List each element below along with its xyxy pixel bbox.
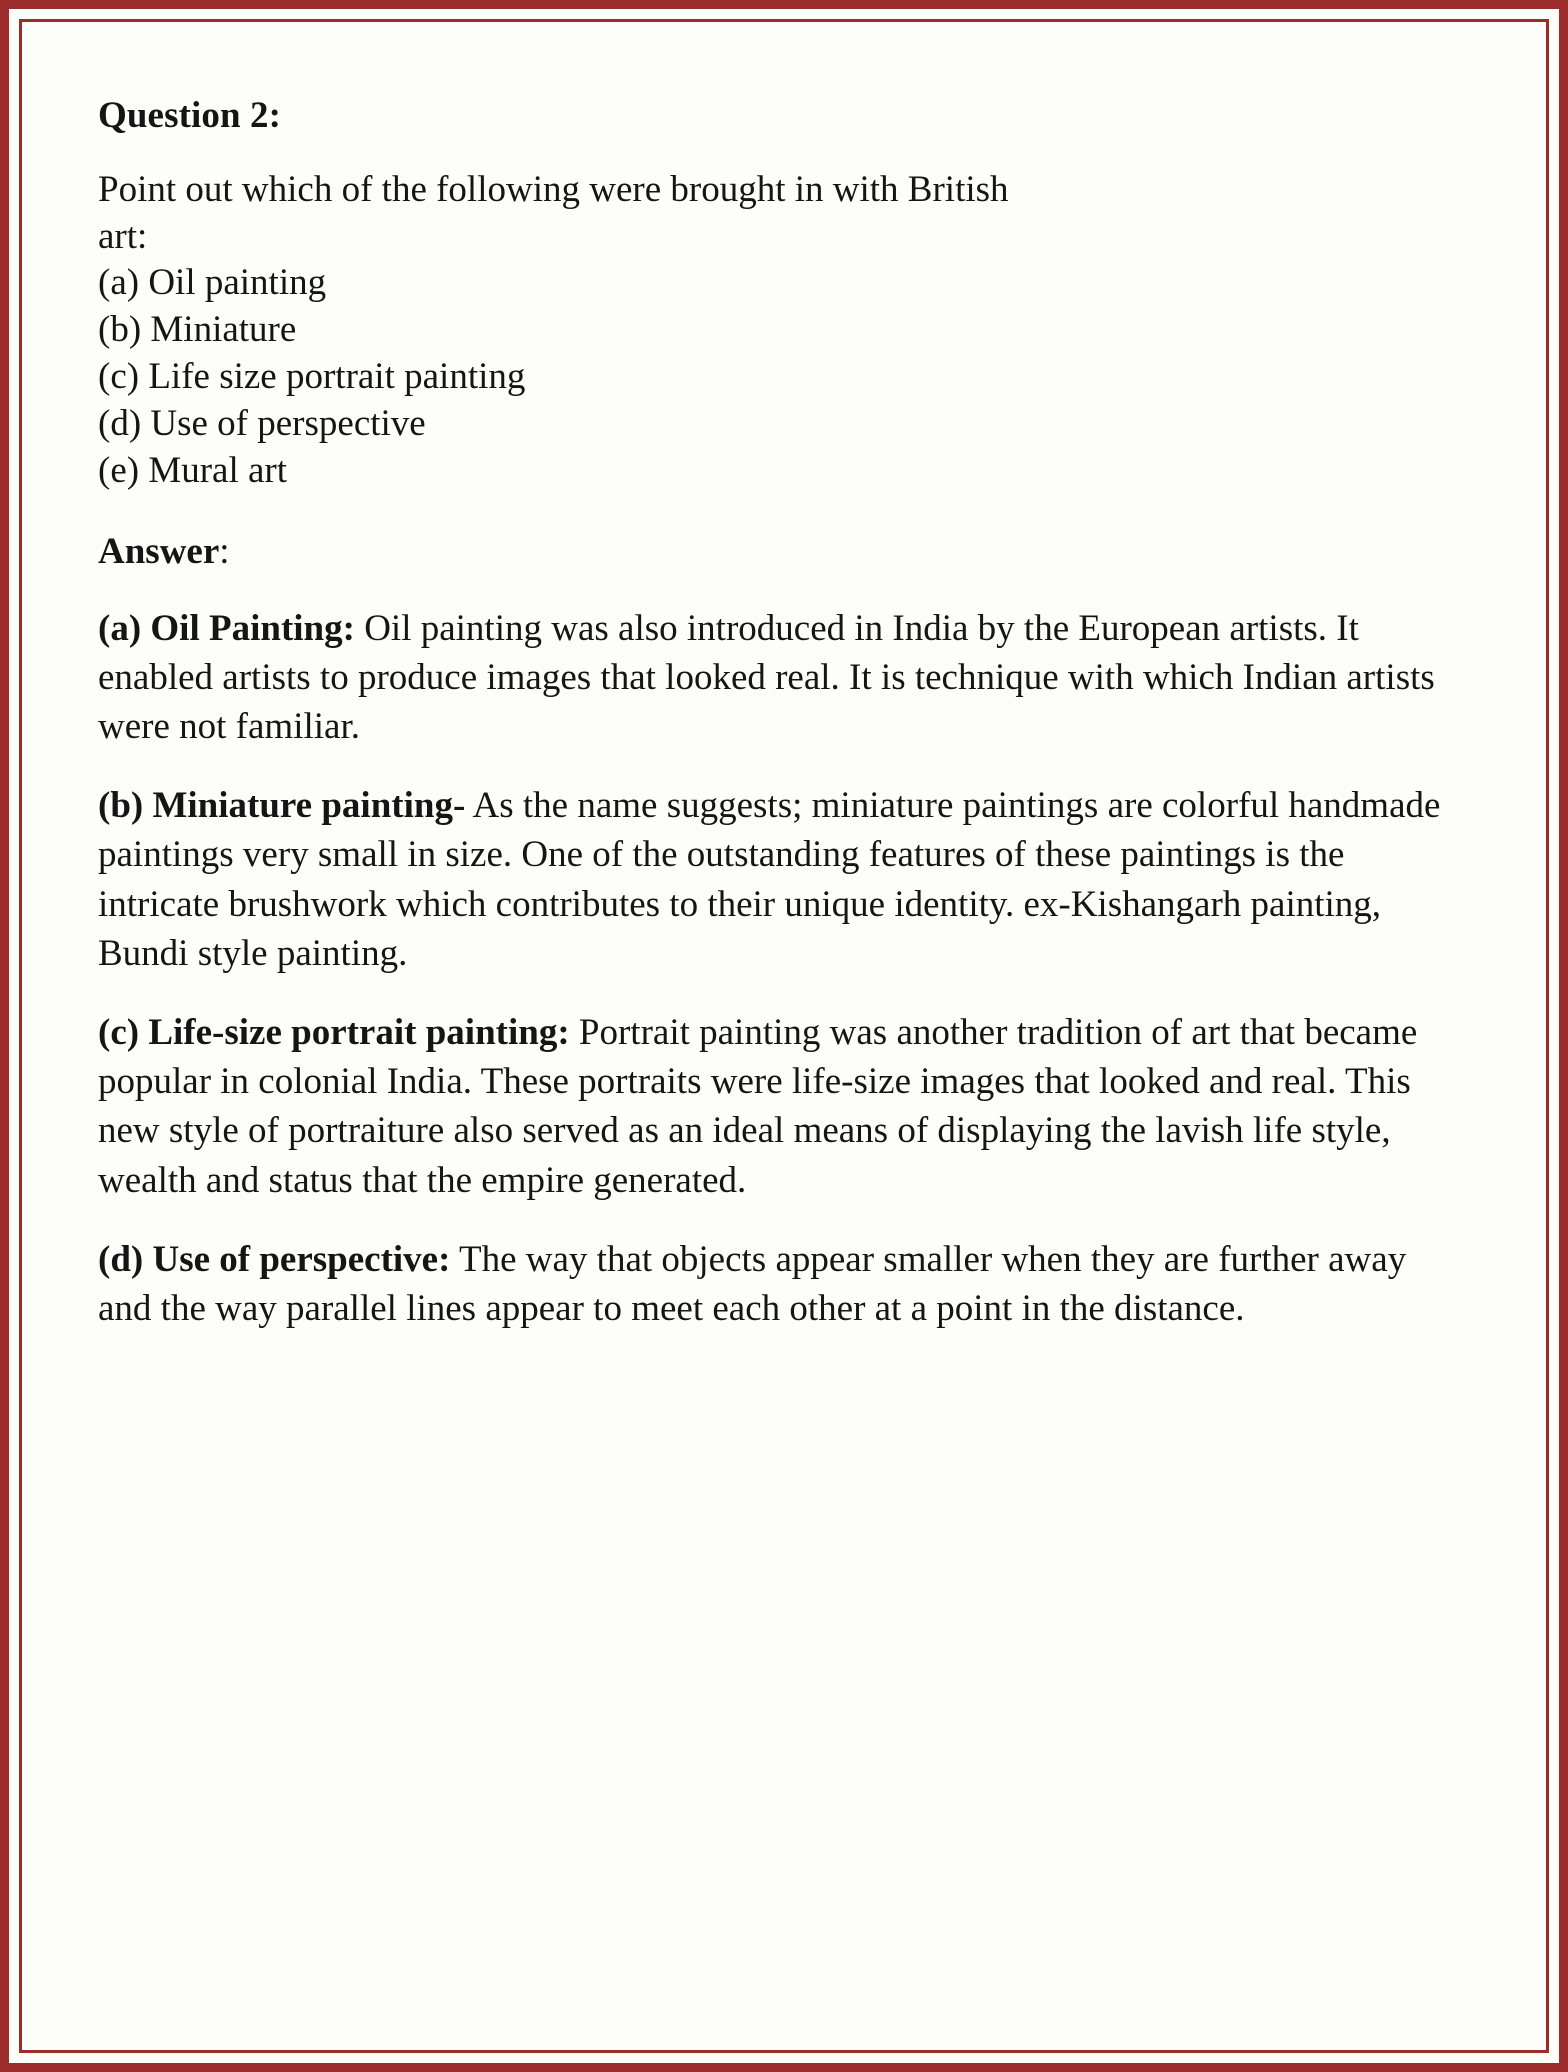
answer-item-a-label: (a) Oil Painting:: [98, 607, 355, 649]
document-content: [22, 22, 1546, 1373]
question-prompt: [98, 166, 1458, 261]
question-prompt-line-1: Point out which of the following were brought in with British: [98, 168, 1009, 210]
answer-item-a-body: Oil painting was also introduced in India by the European artists. It enabled artists to produce images that looked real. It is technique with which Indian artists were not familiar.: [98, 607, 1435, 747]
answer-item-b-body: As the name suggests; miniature paintings are colorful handmade paintings very small in size. One of the outstanding features of these paintings is the intricate brushwork which contributes to their unique identity. ex-Kishangarh painting, Bundi style painting.: [98, 785, 1441, 974]
answer-item-d-label: (d) Use of perspective:: [98, 1238, 451, 1280]
answer-item-c: [98, 1008, 1458, 1205]
question-options: [98, 260, 1458, 495]
option-e: (e) Mural art: [98, 450, 288, 492]
question-heading: Question 2:: [98, 95, 282, 136]
option-b: (b) Miniature: [98, 309, 297, 351]
answer-item-b-label: (b) Miniature painting-: [98, 785, 466, 827]
option-a: (a) Oil painting: [98, 262, 327, 304]
page-inner-border: [19, 19, 1549, 2053]
answer-heading-label: Answer: [98, 531, 220, 573]
page-border-gutter: [9, 9, 1559, 2063]
answer-heading: [98, 529, 1458, 575]
document-sheet: [22, 22, 1546, 2050]
answer-item-c-label: (c) Life-size portrait painting:: [98, 1011, 570, 1053]
answer-item-a: [98, 604, 1458, 752]
option-d: (d) Use of perspective: [98, 403, 426, 445]
option-c: (c) Life size portrait painting: [98, 356, 526, 398]
answer-item-d: [98, 1235, 1458, 1333]
answer-item-d-body: The way that objects appear smaller when they are further away and the way parallel lines appear to meet each other at a point in the distance.: [98, 1238, 1407, 1329]
answer-item-b: [98, 781, 1458, 978]
answer-item-c-body: Portrait painting was another tradition of art that became popular in colonial India. These portraits were life-size images that looked and real. This new style of portraiture also served as an ideal means of displaying the lavish life style, wealth and status that the empire generated.: [98, 1011, 1418, 1201]
answer-heading-colon: :: [219, 531, 230, 573]
question-prompt-line-2: art:: [98, 216, 148, 258]
